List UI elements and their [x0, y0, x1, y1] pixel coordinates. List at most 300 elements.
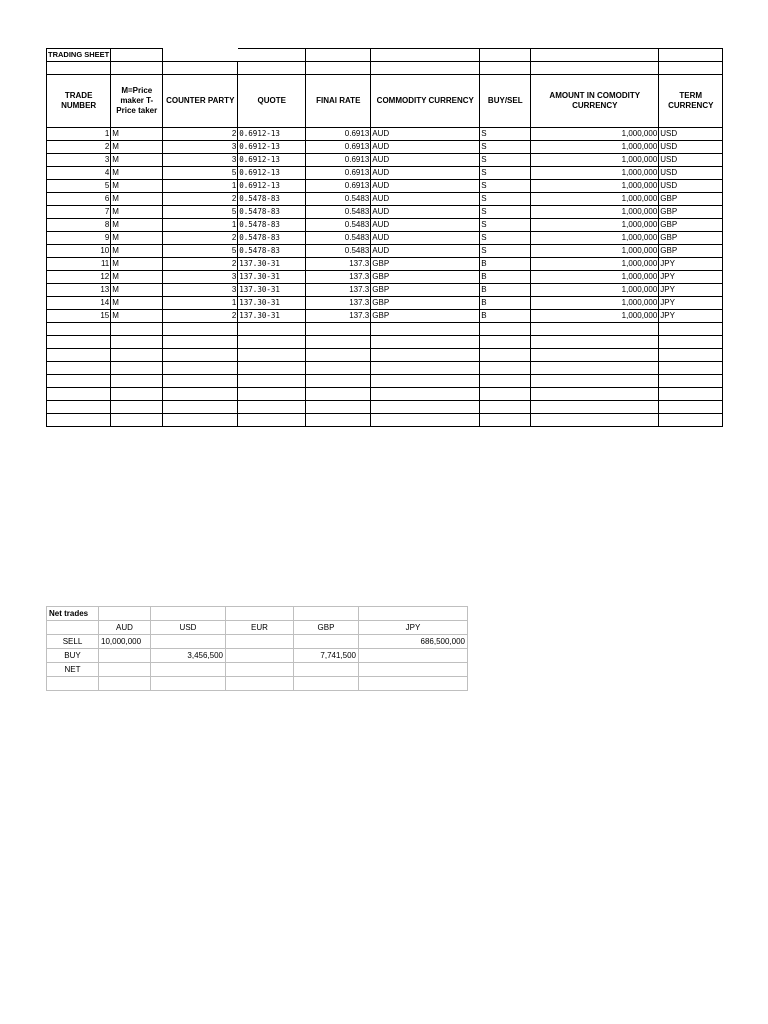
cell[interactable] [163, 323, 238, 336]
cell[interactable] [163, 49, 238, 62]
buy-sell-cell[interactable]: B [480, 297, 531, 310]
cell[interactable] [306, 362, 371, 375]
cell[interactable] [226, 677, 294, 691]
cell[interactable] [659, 414, 723, 427]
cell[interactable] [163, 414, 238, 427]
cell[interactable] [480, 375, 531, 388]
cell[interactable] [111, 336, 163, 349]
net-value-usd[interactable] [151, 663, 226, 677]
quote-cell[interactable]: 0.5478-83 [238, 193, 306, 206]
final-rate-cell[interactable]: 0.5483 [306, 219, 371, 232]
counter-party-cell[interactable]: 3 [163, 141, 238, 154]
header-row [47, 75, 723, 128]
empty-row [47, 323, 723, 336]
currency-usd[interactable]: USD [151, 621, 226, 635]
header-commodity-currency[interactable]: COMMODITY CURRENCY [371, 75, 480, 128]
cell[interactable] [306, 414, 371, 427]
trade-number-cell[interactable]: 6 [47, 193, 111, 206]
final-rate-cell[interactable]: 0.5483 [306, 245, 371, 258]
buy-sell-cell[interactable]: S [480, 128, 531, 141]
maker-taker-cell[interactable]: M [111, 219, 163, 232]
quote-cell[interactable]: 0.5478-83 [238, 206, 306, 219]
term-currency-cell[interactable]: JPY [659, 297, 723, 310]
cell[interactable] [480, 349, 531, 362]
buy-sell-cell[interactable]: S [480, 167, 531, 180]
cell[interactable] [659, 362, 723, 375]
cell[interactable] [531, 375, 659, 388]
net-row-buy [47, 649, 468, 663]
trade-row [47, 297, 723, 310]
quote-cell[interactable]: 0.6912-13 [238, 141, 306, 154]
cell[interactable] [306, 349, 371, 362]
cell[interactable] [151, 677, 226, 691]
currency-aud[interactable]: AUD [99, 621, 151, 635]
net-value-jpy[interactable]: 686,500,000 [359, 635, 468, 649]
commodity-currency-cell[interactable]: AUD [371, 232, 480, 245]
trade-number-cell[interactable]: 13 [47, 284, 111, 297]
cell[interactable] [111, 49, 163, 62]
cell[interactable] [659, 49, 723, 62]
cell[interactable] [47, 621, 99, 635]
cell[interactable] [238, 349, 306, 362]
amount-cell[interactable]: 1,000,000 [531, 154, 659, 167]
counter-party-cell[interactable]: 2 [163, 310, 238, 323]
cell[interactable] [306, 375, 371, 388]
term-currency-cell[interactable]: USD [659, 167, 723, 180]
cell[interactable] [531, 336, 659, 349]
final-rate-cell[interactable]: 0.6913 [306, 141, 371, 154]
counter-party-cell[interactable]: 3 [163, 271, 238, 284]
cell[interactable] [163, 362, 238, 375]
amount-cell[interactable]: 1,000,000 [531, 167, 659, 180]
cell[interactable] [111, 362, 163, 375]
cell[interactable] [47, 401, 111, 414]
final-rate-cell[interactable]: 137.3 [306, 297, 371, 310]
trade-number-cell[interactable]: 5 [47, 180, 111, 193]
maker-taker-cell[interactable]: M [111, 297, 163, 310]
trade-number-cell[interactable]: 7 [47, 206, 111, 219]
cell[interactable] [306, 388, 371, 401]
empty-row [47, 388, 723, 401]
header-buy-sell[interactable]: BUY/SEL [480, 75, 531, 128]
cell[interactable] [238, 388, 306, 401]
amount-cell[interactable]: 1,000,000 [531, 310, 659, 323]
trade-row [47, 193, 723, 206]
cell[interactable] [480, 323, 531, 336]
cell[interactable] [371, 323, 480, 336]
currency-jpy[interactable]: JPY [359, 621, 468, 635]
term-currency-cell[interactable]: GBP [659, 193, 723, 206]
cell[interactable] [47, 677, 99, 691]
commodity-currency-cell[interactable]: AUD [371, 245, 480, 258]
cell[interactable] [163, 375, 238, 388]
cell[interactable] [47, 414, 111, 427]
final-rate-cell[interactable]: 0.6913 [306, 128, 371, 141]
term-currency-cell[interactable]: GBP [659, 219, 723, 232]
cell[interactable] [238, 375, 306, 388]
counter-party-cell[interactable]: 5 [163, 206, 238, 219]
trade-row [47, 232, 723, 245]
cell[interactable] [371, 375, 480, 388]
trade-number-cell[interactable]: 4 [47, 167, 111, 180]
maker-taker-cell[interactable]: M [111, 284, 163, 297]
net-row-label[interactable]: BUY [47, 649, 99, 663]
cell[interactable] [306, 401, 371, 414]
term-currency-cell[interactable]: GBP [659, 232, 723, 245]
term-currency-cell[interactable]: GBP [659, 245, 723, 258]
cell[interactable] [531, 414, 659, 427]
buy-sell-cell[interactable]: S [480, 180, 531, 193]
cell[interactable] [531, 62, 659, 75]
trade-row [47, 154, 723, 167]
header-trade-number[interactable]: TRADE NUMBER [47, 75, 111, 128]
counter-party-cell[interactable]: 3 [163, 284, 238, 297]
quote-cell[interactable]: 137.30-31 [238, 297, 306, 310]
cell[interactable] [306, 323, 371, 336]
trade-number-cell[interactable]: 3 [47, 154, 111, 167]
term-currency-cell[interactable]: GBP [659, 206, 723, 219]
term-currency-cell[interactable]: USD [659, 128, 723, 141]
spacer-row [47, 62, 723, 75]
quote-cell[interactable]: 0.6912-13 [238, 167, 306, 180]
trade-number-cell[interactable]: 8 [47, 219, 111, 232]
term-currency-cell[interactable]: JPY [659, 271, 723, 284]
buy-sell-cell[interactable]: B [480, 310, 531, 323]
header-term-currency[interactable]: TERM CURRENCY [659, 75, 723, 128]
net-value-gbp[interactable]: 7,741,500 [294, 649, 359, 663]
net-currency-row [47, 621, 468, 635]
trade-row [47, 284, 723, 297]
net-value-gbp[interactable] [294, 635, 359, 649]
net-row-net [47, 663, 468, 677]
cell[interactable] [111, 323, 163, 336]
cell[interactable] [163, 401, 238, 414]
cell[interactable] [99, 607, 151, 621]
cell[interactable] [659, 375, 723, 388]
net-value-aud[interactable] [99, 649, 151, 663]
cell[interactable] [659, 336, 723, 349]
counter-party-cell[interactable]: 5 [163, 167, 238, 180]
cell[interactable] [359, 607, 468, 621]
term-currency-cell[interactable]: USD [659, 154, 723, 167]
quote-cell[interactable]: 0.5478-83 [238, 219, 306, 232]
maker-taker-cell[interactable]: M [111, 141, 163, 154]
cell[interactable] [163, 62, 238, 75]
commodity-currency-cell[interactable]: AUD [371, 141, 480, 154]
amount-cell[interactable]: 1,000,000 [531, 206, 659, 219]
final-rate-cell[interactable]: 137.3 [306, 310, 371, 323]
final-rate-cell[interactable]: 0.6913 [306, 154, 371, 167]
cell[interactable] [47, 375, 111, 388]
amount-cell[interactable]: 1,000,000 [531, 128, 659, 141]
net-value-usd[interactable] [151, 635, 226, 649]
maker-taker-cell[interactable]: M [111, 310, 163, 323]
cell[interactable] [306, 62, 371, 75]
cell[interactable] [480, 414, 531, 427]
header-maker-taker[interactable]: M=Price maker T-Price taker [111, 75, 163, 128]
net-row-label[interactable]: SELL [47, 635, 99, 649]
title-row [47, 49, 723, 62]
trade-number-cell[interactable]: 1 [47, 128, 111, 141]
buy-sell-cell[interactable]: S [480, 154, 531, 167]
net-row-sell [47, 635, 468, 649]
final-rate-cell[interactable]: 137.3 [306, 284, 371, 297]
maker-taker-cell[interactable]: M [111, 180, 163, 193]
cell[interactable] [111, 375, 163, 388]
net-value-eur[interactable] [226, 635, 294, 649]
trade-row [47, 141, 723, 154]
term-currency-cell[interactable]: JPY [659, 284, 723, 297]
cell[interactable] [480, 62, 531, 75]
cell[interactable] [238, 62, 306, 75]
amount-cell[interactable]: 1,000,000 [531, 297, 659, 310]
cell[interactable] [371, 62, 480, 75]
cell[interactable] [480, 336, 531, 349]
term-currency-cell[interactable]: JPY [659, 310, 723, 323]
cell[interactable] [226, 607, 294, 621]
cell[interactable] [531, 401, 659, 414]
amount-cell[interactable]: 1,000,000 [531, 219, 659, 232]
quote-cell[interactable]: 0.5478-83 [238, 245, 306, 258]
empty-row [47, 401, 723, 414]
counter-party-cell[interactable]: 1 [163, 297, 238, 310]
cell[interactable] [306, 336, 371, 349]
cell[interactable] [47, 62, 111, 75]
trade-number-cell[interactable]: 12 [47, 271, 111, 284]
trade-number-cell[interactable]: 10 [47, 245, 111, 258]
cell[interactable] [163, 336, 238, 349]
quote-cell[interactable]: 0.6912-13 [238, 128, 306, 141]
commodity-currency-cell[interactable]: GBP [371, 258, 480, 271]
counter-party-cell[interactable]: 2 [163, 128, 238, 141]
commodity-currency-cell[interactable]: AUD [371, 167, 480, 180]
buy-sell-cell[interactable]: S [480, 193, 531, 206]
cell[interactable] [238, 414, 306, 427]
buy-sell-cell[interactable]: S [480, 141, 531, 154]
empty-row [47, 362, 723, 375]
net-value-aud[interactable]: 10,000,000 [99, 635, 151, 649]
cell[interactable] [47, 388, 111, 401]
amount-cell[interactable]: 1,000,000 [531, 284, 659, 297]
net-value-aud[interactable] [99, 663, 151, 677]
buy-sell-cell[interactable]: S [480, 245, 531, 258]
quote-cell[interactable]: 137.30-31 [238, 284, 306, 297]
commodity-currency-cell[interactable]: AUD [371, 180, 480, 193]
term-currency-cell[interactable]: JPY [659, 258, 723, 271]
cell[interactable] [47, 323, 111, 336]
cell[interactable] [238, 323, 306, 336]
cell[interactable] [111, 414, 163, 427]
header-counter-party[interactable]: COUNTER PARTY [163, 75, 238, 128]
maker-taker-cell[interactable]: M [111, 232, 163, 245]
amount-cell[interactable]: 1,000,000 [531, 258, 659, 271]
final-rate-cell[interactable]: 0.5483 [306, 193, 371, 206]
buy-sell-cell[interactable]: B [480, 271, 531, 284]
final-rate-cell[interactable]: 0.6913 [306, 167, 371, 180]
trade-row [47, 206, 723, 219]
counter-party-cell[interactable]: 1 [163, 180, 238, 193]
cell[interactable] [531, 349, 659, 362]
buy-sell-cell[interactable]: B [480, 258, 531, 271]
quote-cell[interactable]: 0.5478-83 [238, 232, 306, 245]
commodity-currency-cell[interactable]: AUD [371, 154, 480, 167]
net-empty-row [47, 677, 468, 691]
trading-sheet-title[interactable]: TRADING SHEET [47, 49, 111, 62]
net-value-jpy[interactable] [359, 663, 468, 677]
commodity-currency-cell[interactable]: GBP [371, 310, 480, 323]
commodity-currency-cell[interactable]: AUD [371, 193, 480, 206]
cell[interactable] [371, 401, 480, 414]
empty-row [47, 375, 723, 388]
cell[interactable] [294, 607, 359, 621]
cell[interactable] [480, 362, 531, 375]
cell[interactable] [659, 388, 723, 401]
header-amount[interactable]: AMOUNT IN COMODITY CURRENCY [531, 75, 659, 128]
maker-taker-cell[interactable]: M [111, 128, 163, 141]
empty-row [47, 336, 723, 349]
cell[interactable] [47, 349, 111, 362]
trade-number-cell[interactable]: 11 [47, 258, 111, 271]
currency-gbp[interactable]: GBP [294, 621, 359, 635]
header-final-rate[interactable]: FINAl RATE [306, 75, 371, 128]
net-value-usd[interactable]: 3,456,500 [151, 649, 226, 663]
counter-party-cell[interactable]: 2 [163, 193, 238, 206]
cell[interactable] [111, 401, 163, 414]
net-trades-table [46, 606, 468, 691]
maker-taker-cell[interactable]: M [111, 258, 163, 271]
cell[interactable] [371, 414, 480, 427]
header-quote[interactable]: QUOTE [238, 75, 306, 128]
net-value-eur[interactable] [226, 649, 294, 663]
buy-sell-cell[interactable]: S [480, 206, 531, 219]
counter-party-cell[interactable]: 1 [163, 219, 238, 232]
amount-cell[interactable]: 1,000,000 [531, 193, 659, 206]
commodity-currency-cell[interactable]: AUD [371, 219, 480, 232]
maker-taker-cell[interactable]: M [111, 154, 163, 167]
trade-number-cell[interactable]: 9 [47, 232, 111, 245]
trade-number-cell[interactable]: 2 [47, 141, 111, 154]
final-rate-cell[interactable]: 137.3 [306, 271, 371, 284]
commodity-currency-cell[interactable]: AUD [371, 128, 480, 141]
quote-cell[interactable]: 137.30-31 [238, 271, 306, 284]
amount-cell[interactable]: 1,000,000 [531, 245, 659, 258]
cell[interactable] [659, 401, 723, 414]
cell[interactable] [294, 677, 359, 691]
net-trades-title[interactable]: Net trades [47, 607, 99, 621]
cell[interactable] [99, 677, 151, 691]
maker-taker-cell[interactable]: M [111, 271, 163, 284]
cell[interactable] [151, 607, 226, 621]
cell[interactable] [371, 336, 480, 349]
cell[interactable] [659, 62, 723, 75]
net-row-label[interactable]: NET [47, 663, 99, 677]
maker-taker-cell[interactable]: M [111, 167, 163, 180]
cell[interactable] [371, 49, 480, 62]
net-value-eur[interactable] [226, 663, 294, 677]
cell[interactable] [47, 336, 111, 349]
cell[interactable] [359, 677, 468, 691]
commodity-currency-cell[interactable]: GBP [371, 297, 480, 310]
cell[interactable] [480, 49, 531, 62]
cell[interactable] [111, 349, 163, 362]
trade-row [47, 310, 723, 323]
final-rate-cell[interactable]: 0.5483 [306, 232, 371, 245]
commodity-currency-cell[interactable]: GBP [371, 284, 480, 297]
quote-cell[interactable]: 0.6912-13 [238, 154, 306, 167]
quote-cell[interactable]: 137.30-31 [238, 310, 306, 323]
final-rate-cell[interactable]: 0.5483 [306, 206, 371, 219]
counter-party-cell[interactable]: 5 [163, 245, 238, 258]
cell[interactable] [111, 388, 163, 401]
net-title-row [47, 607, 468, 621]
buy-sell-cell[interactable]: B [480, 284, 531, 297]
cell[interactable] [480, 388, 531, 401]
trade-row [47, 180, 723, 193]
buy-sell-cell[interactable]: S [480, 232, 531, 245]
cell[interactable] [238, 401, 306, 414]
cell[interactable] [480, 401, 531, 414]
trade-number-cell[interactable]: 14 [47, 297, 111, 310]
maker-taker-cell[interactable]: M [111, 193, 163, 206]
cell[interactable] [531, 388, 659, 401]
cell[interactable] [659, 323, 723, 336]
trade-row [47, 128, 723, 141]
cell[interactable] [238, 49, 306, 62]
cell[interactable] [371, 349, 480, 362]
cell[interactable] [238, 362, 306, 375]
cell[interactable] [238, 336, 306, 349]
trade-number-cell[interactable]: 15 [47, 310, 111, 323]
maker-taker-cell[interactable]: M [111, 206, 163, 219]
commodity-currency-cell[interactable]: AUD [371, 206, 480, 219]
counter-party-cell[interactable]: 3 [163, 154, 238, 167]
net-value-jpy[interactable] [359, 649, 468, 663]
quote-cell[interactable]: 0.6912-13 [238, 180, 306, 193]
trade-row [47, 271, 723, 284]
amount-cell[interactable]: 1,000,000 [531, 232, 659, 245]
cell[interactable] [531, 49, 659, 62]
cell[interactable] [371, 388, 480, 401]
cell[interactable] [306, 49, 371, 62]
cell[interactable] [531, 362, 659, 375]
final-rate-cell[interactable]: 137.3 [306, 258, 371, 271]
trade-row [47, 167, 723, 180]
amount-cell[interactable]: 1,000,000 [531, 141, 659, 154]
cell[interactable] [47, 362, 111, 375]
amount-cell[interactable]: 1,000,000 [531, 180, 659, 193]
cell[interactable] [111, 62, 163, 75]
quote-cell[interactable]: 137.30-31 [238, 258, 306, 271]
term-currency-cell[interactable]: USD [659, 141, 723, 154]
currency-eur[interactable]: EUR [226, 621, 294, 635]
maker-taker-cell[interactable]: M [111, 245, 163, 258]
final-rate-cell[interactable]: 0.6913 [306, 180, 371, 193]
amount-cell[interactable]: 1,000,000 [531, 271, 659, 284]
buy-sell-cell[interactable]: S [480, 219, 531, 232]
net-value-gbp[interactable] [294, 663, 359, 677]
term-currency-cell[interactable]: USD [659, 180, 723, 193]
cell[interactable] [531, 323, 659, 336]
cell[interactable] [371, 362, 480, 375]
cell[interactable] [163, 388, 238, 401]
trade-row [47, 245, 723, 258]
commodity-currency-cell[interactable]: GBP [371, 271, 480, 284]
counter-party-cell[interactable]: 2 [163, 232, 238, 245]
cell[interactable] [163, 349, 238, 362]
cell[interactable] [659, 349, 723, 362]
trade-row [47, 258, 723, 271]
counter-party-cell[interactable]: 2 [163, 258, 238, 271]
